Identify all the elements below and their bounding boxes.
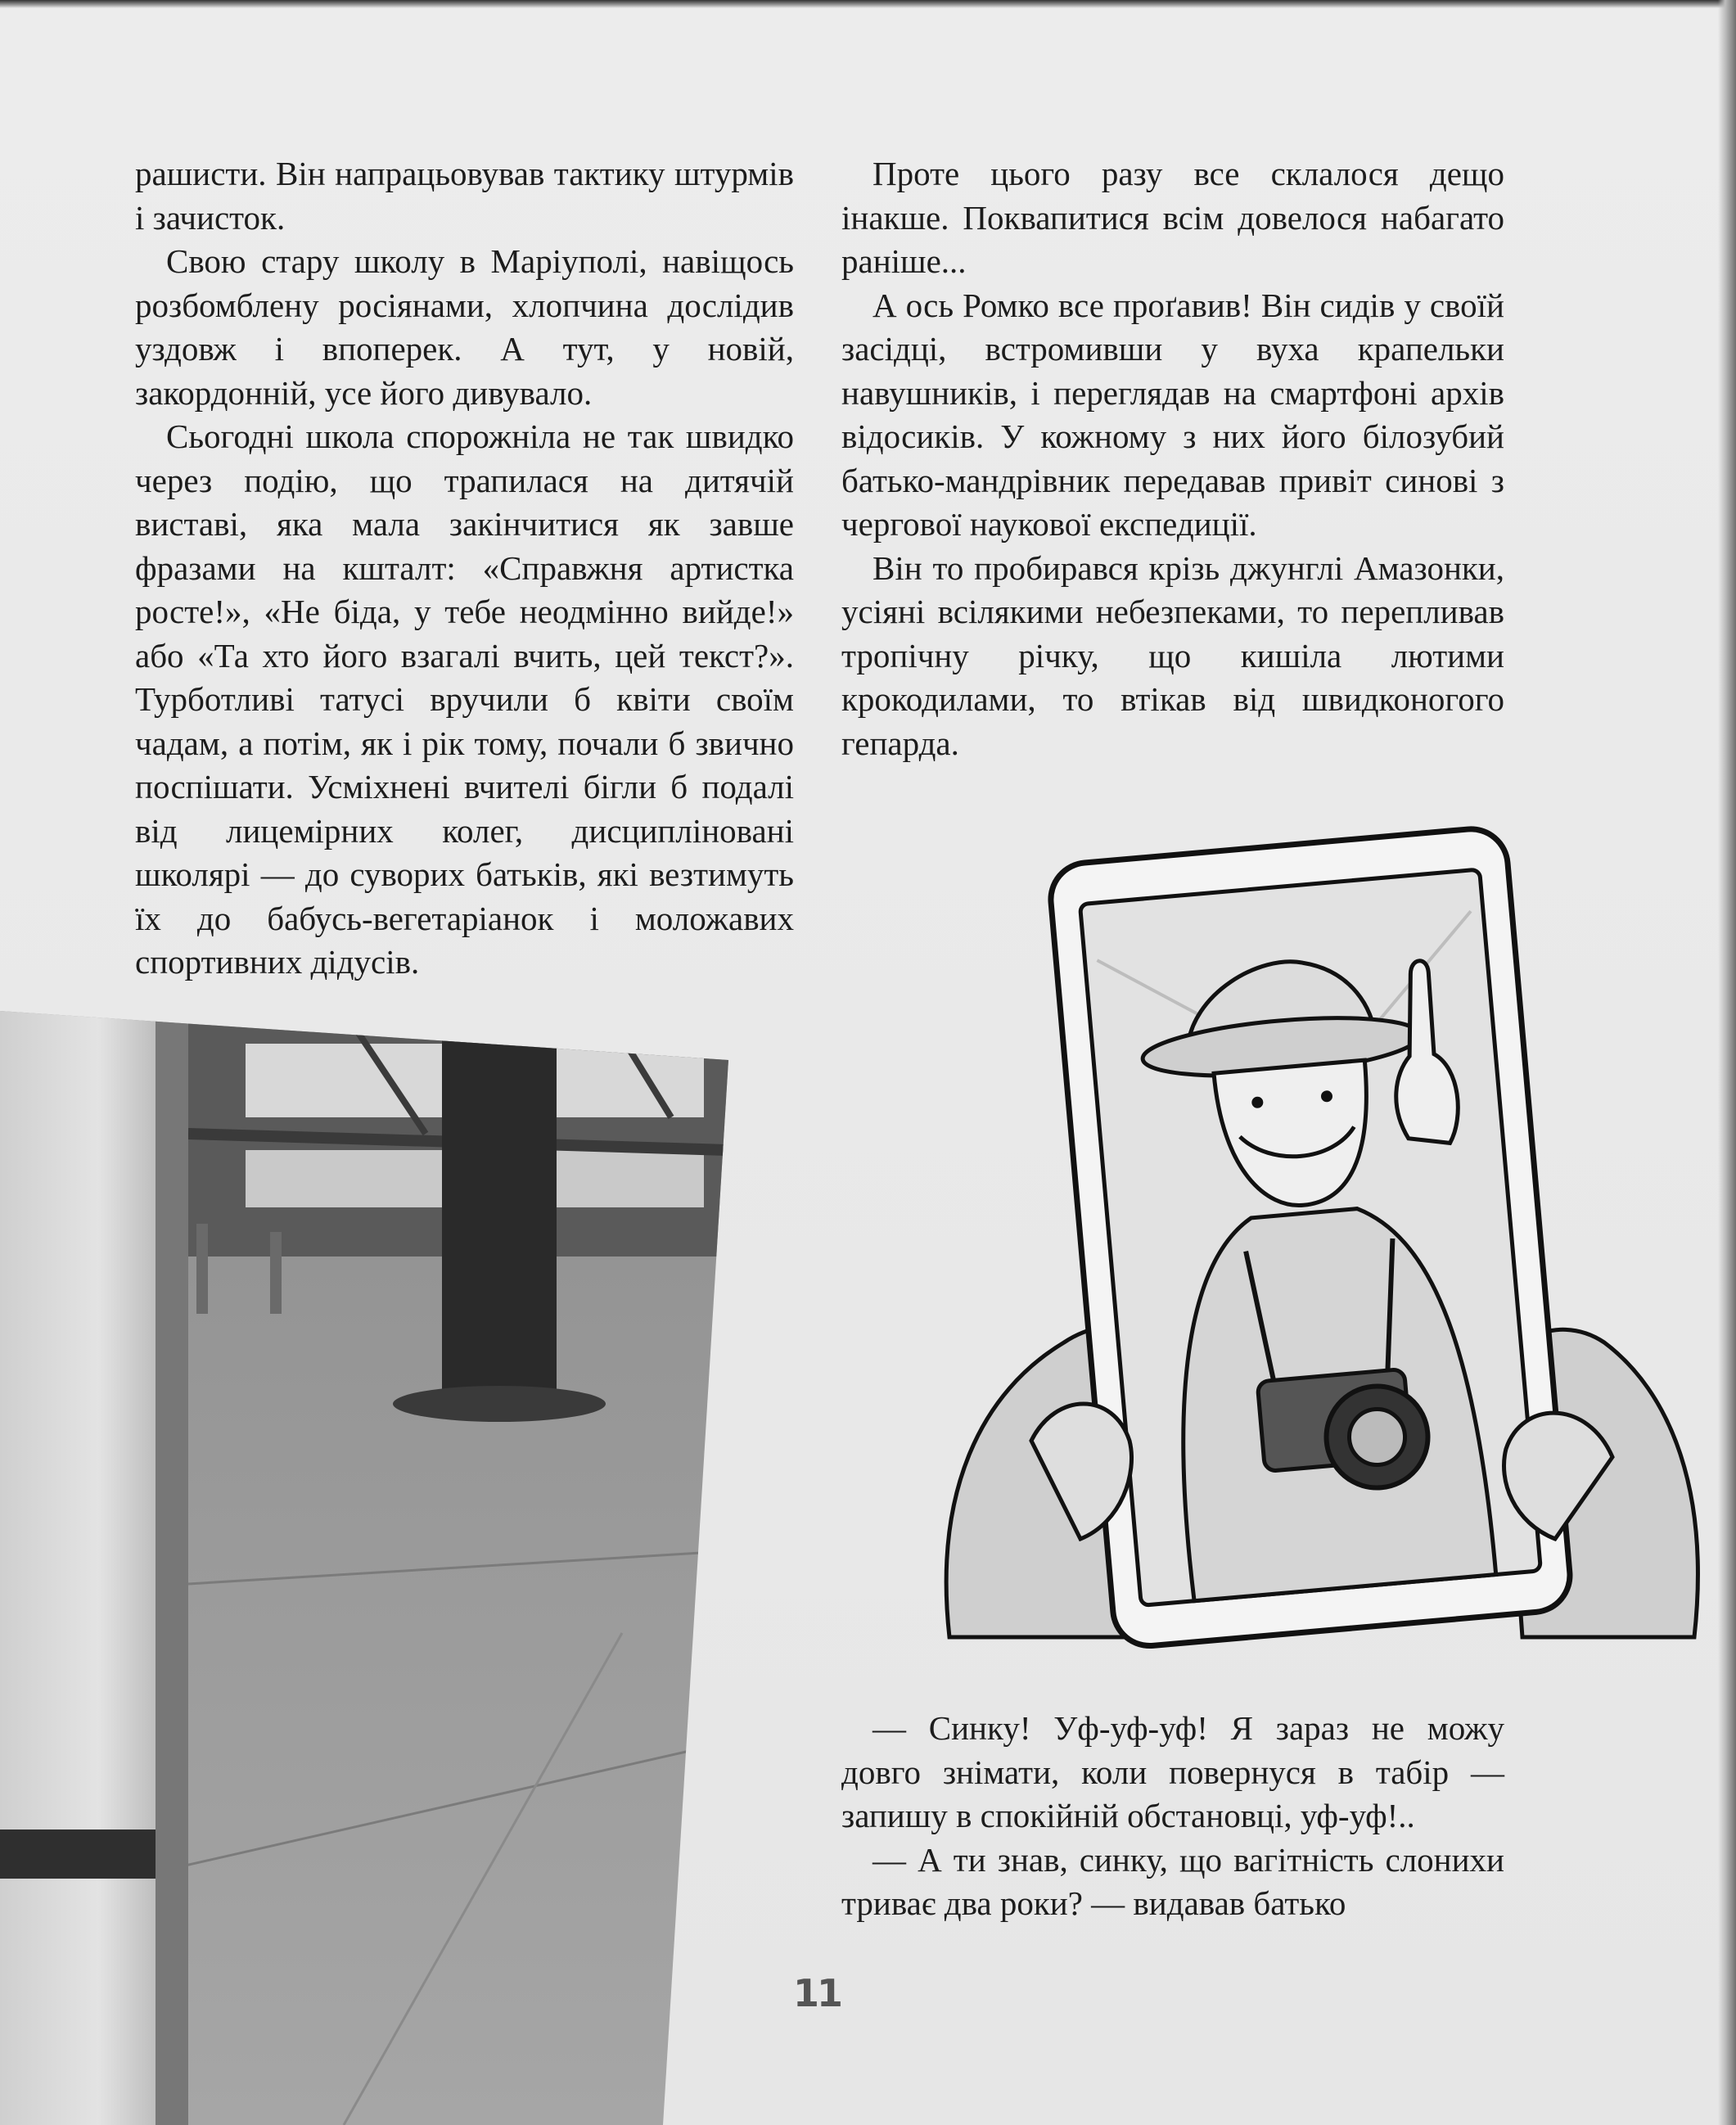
paragraph: Він то пробирався крізь джунглі Амазонки, усіяні всілякими небезпеками, то перепливав тропічну річку, що кишіла лютими крокодилами, то втікав від швидконогого гепарда. [841,548,1504,762]
bottom-right-text-column [841,1707,1504,1926]
paragraph: А ось Ромко все проґавив! Він сидів у своїй засідці, встромивши у вуха крапельки навушників, і переглядав на смартфоні архів відосиків. У кожному з них його білозубий батько-мандрівник передавав привіт синові з чергової наукової експедиції. [841,286,1504,543]
school-hall-photo [0,1011,737,2125]
paragraph: — А ти знав, синку, що вагітність слонихи триває два роки? — видавав батько [841,1840,1504,1922]
scan-top-shadow [0,0,1736,8]
paragraph: — Синку! Уф-уф-уф! Я зараз не можу довго знімати, коли повернуся в табір — запишу в спокійній обстановці, уф-уф!.. [841,1709,1504,1834]
left-text-column [135,152,794,985]
paragraph: Проте цього разу все склалося дещо інакше. Поквапитися всім довелося набагато раніше... [841,155,1504,280]
page-number: 11 [792,1971,841,2015]
explorer-phone-illustration [933,819,1711,1662]
paragraph: Сьогодні школа спорожніла не так швидко через подію, що трапилася на дитячій виставі, яка мала закінчитися як завше фразами на кшталт: «Справжня артистка росте!», «Не біда, у тебе неодмінно вийде!» або «Та хто його взагалі вчить, цей текст?». Турботливі татусі вручили б квіти своїм чадам, а потім, як і рік тому, почали б звично поспішати. Усміхнені вчителі бігли б подалі від лицемірних колег, дисципліновані школярі — до суворих батьків, які везтимуть їх до бабусь-вегетаріанок і моложавих спортивних дідусів. [135,417,794,981]
paragraph: Свою стару школу в Маріуполі, навіщось розбомблену росіянами, хлопчина дослідив уздовж і впоперек. А тут, у новій, закордонній, усе його дивувало. [135,242,794,412]
scan-right-edge [1718,0,1736,2125]
paragraph: рашисти. Він напрацьовував тактику штурмів і зачисток. [135,155,794,237]
right-text-column [841,152,1504,765]
